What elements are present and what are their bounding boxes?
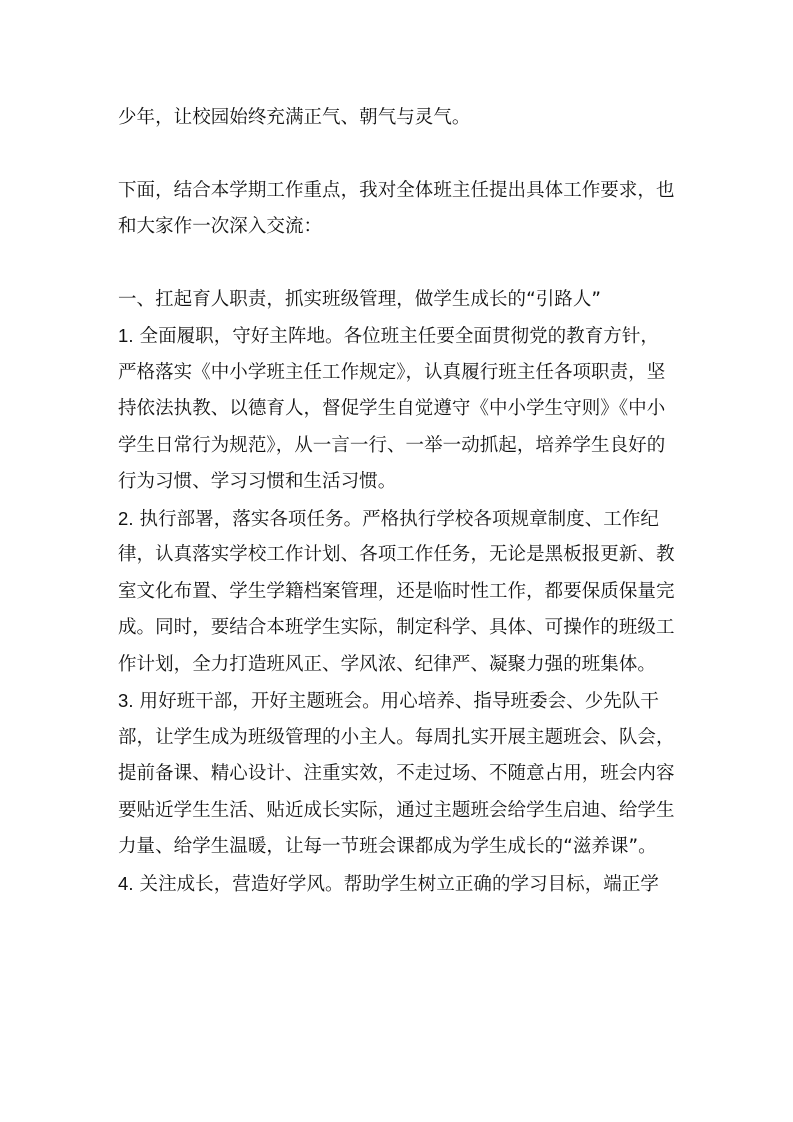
item-text: 执行部署，落实各项任务。严格执行学校各项规章制度、工作纪: [139, 508, 659, 530]
item-number: 3.: [118, 690, 134, 711]
item-text: 用好班干部，开好主题班会。用心培养、指导班委会、少先队干: [139, 691, 659, 712]
paragraph-gap: [118, 246, 678, 282]
text-line: 学生日常行为规范》，从一言一行、一举一动抓起，培养学生良好的: [118, 434, 666, 456]
text-line: 室文化布置、学生学籍档案管理，还是临时性工作，都要保质保量完: [118, 580, 675, 602]
text-line: 律，认真落实学校工作计划、各项工作任务，无论是黑板报更新、教: [118, 544, 675, 565]
text-line: 力量、给学生温暖，让每一节班会课都成为学生成长的“滋养课”。: [118, 836, 657, 857]
list-item-2: [118, 501, 678, 684]
intro-paragraph-1: [118, 100, 678, 137]
paragraph-gap: [118, 137, 678, 173]
text-line: 要贴近学生生活、贴近成长实际，通过主题班会给学生启迪、给学生: [118, 799, 675, 821]
text-line: 下面，结合本学期工作重点，我对全体班主任提出具体工作要求，也: [118, 179, 675, 201]
text-line: [118, 318, 678, 355]
item-number: 4.: [118, 872, 134, 894]
text-line: 成。同时，要结合本班学生实际，制定科学、具体、可操作的班级工: [118, 617, 675, 638]
text-line: 少年，让校园始终充满正气、朝气与灵气。: [118, 107, 471, 128]
document-page: [118, 100, 678, 902]
item-text: 关注成长，营造好学风。帮助学生树立正确的学习目标，端正学: [139, 873, 659, 895]
text-line: [118, 866, 678, 903]
text-line: 提前备课、精心设计、注重实效，不走过场、不随意占用，班会内容: [118, 763, 675, 784]
intro-paragraph-2: [118, 173, 678, 246]
text-line: 和大家作一次深入交流：: [118, 216, 323, 237]
list-item-1: [118, 318, 678, 501]
text-line: 部，让学生成为班级管理的小主人。每周扎实开展主题班会、队会，: [118, 726, 675, 748]
text-line: 严格落实《中小学班主任工作规定》，认真履行班主任各项职责，坚: [118, 361, 666, 383]
list-item-4: [118, 866, 678, 903]
item-text: 全面履职，守好主阵地。各位班主任要全面贯彻党的教育方针，: [139, 326, 659, 347]
text-line: 持依法执教、以德育人，督促学生自觉遵守《中小学生守则》《中小: [118, 398, 666, 419]
section-heading: 一、扛起育人职责，抓实班级管理，做学生成长的“引路人”: [118, 288, 602, 310]
text-line: 行为习惯、学习习惯和生活习惯。: [118, 471, 397, 492]
text-line: [118, 683, 678, 720]
list-item-3: [118, 683, 678, 866]
text-line: [118, 501, 678, 538]
text-line: 作计划，全力打造班风正、学风浓、纪律严、凝聚力强的班集体。: [118, 653, 656, 675]
item-number: 2.: [118, 507, 134, 529]
item-number: 1.: [118, 325, 134, 346]
